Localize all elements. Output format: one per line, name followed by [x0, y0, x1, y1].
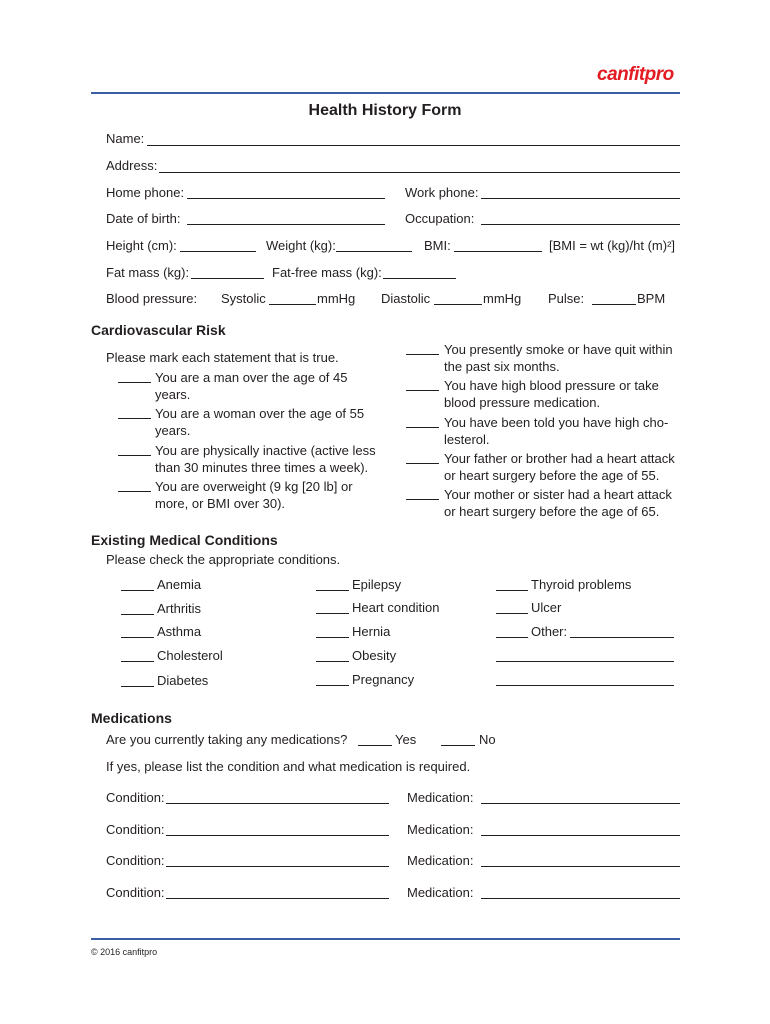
- medication-row-field[interactable]: [481, 803, 680, 804]
- condition-label: Thyroid problems: [531, 577, 632, 592]
- medications-no-check[interactable]: [441, 745, 475, 746]
- pulse-field[interactable]: [592, 304, 636, 305]
- condition-label: Arthritis: [157, 601, 202, 616]
- diastolic-unit: mmHg: [483, 291, 522, 306]
- medications-instruction: If yes, please list the condition and what medication is required.: [106, 759, 471, 774]
- condition-check[interactable]: [496, 613, 528, 614]
- condition-check[interactable]: [121, 614, 154, 615]
- cardio-right-check-3[interactable]: [406, 427, 439, 428]
- pulse-label: Pulse:: [548, 291, 585, 306]
- cardio-right-item-1: You presently smoke or have quit within the past six months.: [444, 342, 673, 374]
- medications-yes-label: Yes: [395, 732, 417, 747]
- condition-check[interactable]: [316, 637, 349, 638]
- other-condition-label: Other:: [531, 624, 568, 639]
- name-field[interactable]: [147, 145, 680, 146]
- systolic-unit: mmHg: [317, 291, 356, 306]
- diastolic-label: Diastolic: [381, 291, 431, 306]
- condition-row-label: Condition:: [106, 885, 165, 900]
- blood-pressure-label: Blood pressure:: [106, 291, 198, 306]
- conditions-heading: Existing Medical Conditions: [91, 532, 278, 548]
- medication-row-field[interactable]: [481, 866, 680, 867]
- condition-label: Ulcer: [531, 600, 562, 615]
- condition-check[interactable]: [316, 661, 349, 662]
- name-label: Name:: [106, 131, 145, 146]
- condition-label: Asthma: [157, 624, 202, 639]
- medication-row-field[interactable]: [481, 898, 680, 899]
- medication-row-label: Medication:: [407, 822, 474, 837]
- condition-check[interactable]: [121, 590, 154, 591]
- fat-mass-field[interactable]: [191, 278, 264, 279]
- header-rule: [91, 92, 680, 94]
- cardio-right-item-3: You have been told you have high cho-lesterol.: [444, 415, 669, 447]
- conditions-instruction: Please check the appropriate conditions.: [106, 552, 341, 567]
- medications-no-label: No: [479, 732, 496, 747]
- bmi-field[interactable]: [454, 251, 542, 252]
- condition-row-label: Condition:: [106, 822, 165, 837]
- address-field[interactable]: [159, 172, 680, 173]
- condition-check[interactable]: [121, 686, 154, 687]
- bmi-label: BMI:: [424, 238, 451, 253]
- cardio-right-item-5: Your mother or sister had a heart attack or heart surgery before the age of 65.: [444, 487, 672, 519]
- other-condition-extra-field[interactable]: [496, 661, 674, 662]
- other-condition-field[interactable]: [570, 637, 674, 638]
- condition-check[interactable]: [496, 590, 528, 591]
- work-phone-field[interactable]: [481, 198, 680, 199]
- condition-check[interactable]: [316, 613, 349, 614]
- medications-yes-check[interactable]: [358, 745, 392, 746]
- condition-check[interactable]: [496, 637, 528, 638]
- medication-row-label: Medication:: [407, 885, 474, 900]
- dob-field[interactable]: [187, 224, 385, 225]
- condition-label: Diabetes: [157, 673, 209, 688]
- condition-label: Hernia: [352, 624, 391, 639]
- cardio-right-item-2: You have high blood pressure or take blood pressure medication.: [444, 378, 659, 410]
- condition-label: Obesity: [352, 648, 397, 663]
- weight-field[interactable]: [336, 251, 412, 252]
- fat-free-mass-label: Fat-free mass (kg):: [272, 265, 382, 280]
- systolic-field[interactable]: [269, 304, 316, 305]
- cardio-left-check-2[interactable]: [118, 418, 151, 419]
- cardio-heading: Cardiovascular Risk: [91, 322, 226, 338]
- weight-label: Weight (kg):: [266, 238, 336, 253]
- condition-row-field[interactable]: [166, 835, 389, 836]
- cardio-right-check-1[interactable]: [406, 354, 439, 355]
- condition-label: Heart condition: [352, 600, 440, 615]
- fat-mass-label: Fat mass (kg):: [106, 265, 190, 280]
- pulse-unit: BPM: [637, 291, 666, 306]
- medication-row-label: Medication:: [407, 790, 474, 805]
- canfitpro-logo: canfitpro: [597, 64, 674, 85]
- cardio-left-item-4: You are overweight (9 kg [20 lb] or more, or BMI over 30).: [155, 479, 353, 511]
- condition-label: Cholesterol: [157, 648, 223, 663]
- cardio-left-item-2: You are a woman over the age of 55 years.: [155, 406, 365, 438]
- condition-check[interactable]: [121, 661, 154, 662]
- medications-heading: Medications: [91, 710, 172, 726]
- home-phone-label: Home phone:: [106, 185, 185, 200]
- home-phone-field[interactable]: [187, 198, 385, 199]
- cardio-right-check-5[interactable]: [406, 499, 439, 500]
- form-title: Health History Form: [308, 102, 462, 119]
- cardio-right-check-4[interactable]: [406, 463, 439, 464]
- cardio-right-item-4: Your father or brother had a heart attack or heart surgery before the age of 55.: [444, 451, 675, 483]
- address-label: Address:: [106, 158, 158, 173]
- cardio-instruction: Please mark each statement that is true.: [106, 350, 339, 365]
- condition-label: Pregnancy: [352, 672, 415, 687]
- condition-check[interactable]: [121, 637, 154, 638]
- condition-row-field[interactable]: [166, 898, 389, 899]
- medication-row-label: Medication:: [407, 853, 474, 868]
- other-condition-extra-field[interactable]: [496, 685, 674, 686]
- systolic-label: Systolic: [221, 291, 266, 306]
- cardio-left-item-1: You are a man over the age of 45 years.: [155, 370, 348, 402]
- work-phone-label: Work phone:: [405, 185, 479, 200]
- cardio-left-check-1[interactable]: [118, 382, 151, 383]
- condition-row-label: Condition:: [106, 853, 165, 868]
- cardio-left-check-4[interactable]: [118, 491, 151, 492]
- condition-row-field[interactable]: [166, 803, 389, 804]
- condition-label: Anemia: [157, 577, 202, 592]
- cardio-right-check-2[interactable]: [406, 390, 439, 391]
- diastolic-field[interactable]: [434, 304, 482, 305]
- height-label: Height (cm):: [106, 238, 177, 253]
- condition-check[interactable]: [316, 590, 349, 591]
- fat-free-mass-field[interactable]: [383, 278, 456, 279]
- height-field[interactable]: [180, 251, 256, 252]
- cardio-left-check-3[interactable]: [118, 455, 151, 456]
- condition-row-field[interactable]: [166, 866, 389, 867]
- condition-row-label: Condition:: [106, 790, 165, 805]
- condition-label: Epilepsy: [352, 577, 402, 592]
- cardio-left-item-3: You are physically inactive (active less than 30 minutes three times a week).: [155, 443, 376, 475]
- footer-rule: [91, 938, 680, 940]
- copyright: © 2016 canfitpro: [91, 947, 158, 957]
- occupation-label: Occupation:: [405, 211, 475, 226]
- medication-row-field[interactable]: [481, 835, 680, 836]
- medications-question: Are you currently taking any medications?: [106, 732, 348, 747]
- bmi-formula: [BMI = wt (kg)/ht (m)²]: [549, 238, 676, 253]
- dob-label: Date of birth:: [106, 211, 181, 226]
- occupation-field[interactable]: [481, 224, 680, 225]
- condition-check[interactable]: [316, 685, 349, 686]
